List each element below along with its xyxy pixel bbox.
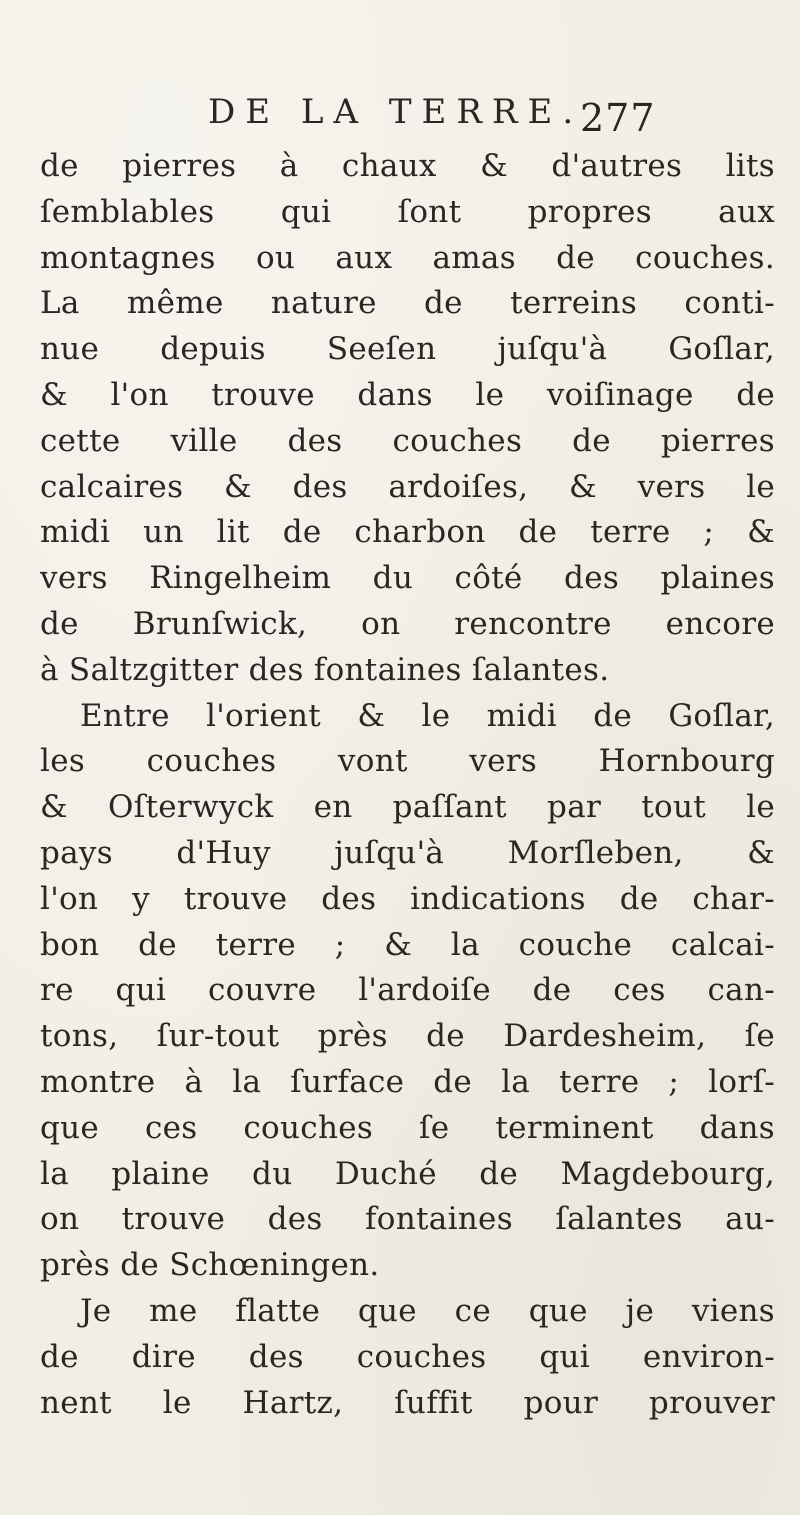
text-line: on trouve des fontaines ſalantes au- [40, 1201, 775, 1238]
text-line: re qui couvre l'ardoiſe de ces can- [40, 972, 775, 1009]
text-line: vers Ringelheim du côté des plaines [40, 560, 775, 597]
text-line: de pierres à chaux & d'autres lits [40, 148, 775, 184]
text-line: que ces couches ſe terminent dans [40, 1109, 775, 1146]
paragraph-end-line: à Saltzgitter des fontaines ſalantes. [40, 651, 610, 688]
page-header [0, 92, 800, 152]
text-line: pays d'Huy juſqu'à Morſleben, & [40, 834, 775, 871]
paragraph-start-line: Entre l'orient & le midi de Goſlar, [80, 697, 775, 734]
text-line: nue depuis Seeſen juſqu'à Goſlar, [40, 331, 775, 368]
text-line: La même nature de terreins conti- [40, 285, 775, 322]
text-line: montagnes ou aux amas de couches. [40, 239, 775, 276]
text-line: midi un lit de charbon de terre ; & [40, 514, 775, 551]
text-line: ſemblables qui ſont propres aux [40, 193, 775, 230]
page-number: 277 [580, 96, 656, 140]
text-line: calcaires & des ardoiſes, & vers le [40, 468, 775, 505]
paragraph-start-line: Je me flatte que ce que je viens [80, 1292, 775, 1329]
body-text [40, 144, 775, 1426]
text-line: bon de terre ; & la couche calcai- [40, 926, 775, 963]
text-line: & l'on trouve dans le voiſinage de [40, 376, 775, 413]
text-line: la plaine du Duché de Magdebourg, [40, 1155, 775, 1192]
text-line: & Oſterwyck en paſſant par tout le [40, 789, 775, 826]
running-title: DE LA TERRE. [208, 92, 584, 132]
text-line: les couches vont vers Hornbourg [40, 743, 775, 780]
text-line: montre à la ſurface de la terre ; lorſ- [40, 1063, 775, 1100]
text-line: l'on y trouve des indications de char- [40, 880, 775, 917]
text-line: tons, ſur-tout près de Dardesheim, ſe [40, 1018, 775, 1055]
text-line: nent le Hartz, ſuffit pour prouver [40, 1384, 775, 1421]
text-line: cette ville des couches de pierres [40, 422, 775, 459]
text-line: de dire des couches qui environ- [40, 1338, 775, 1375]
paragraph-end-line: près de Schœningen. [40, 1247, 380, 1284]
text-line: de Brunſwick, on rencontre encore [40, 605, 775, 642]
